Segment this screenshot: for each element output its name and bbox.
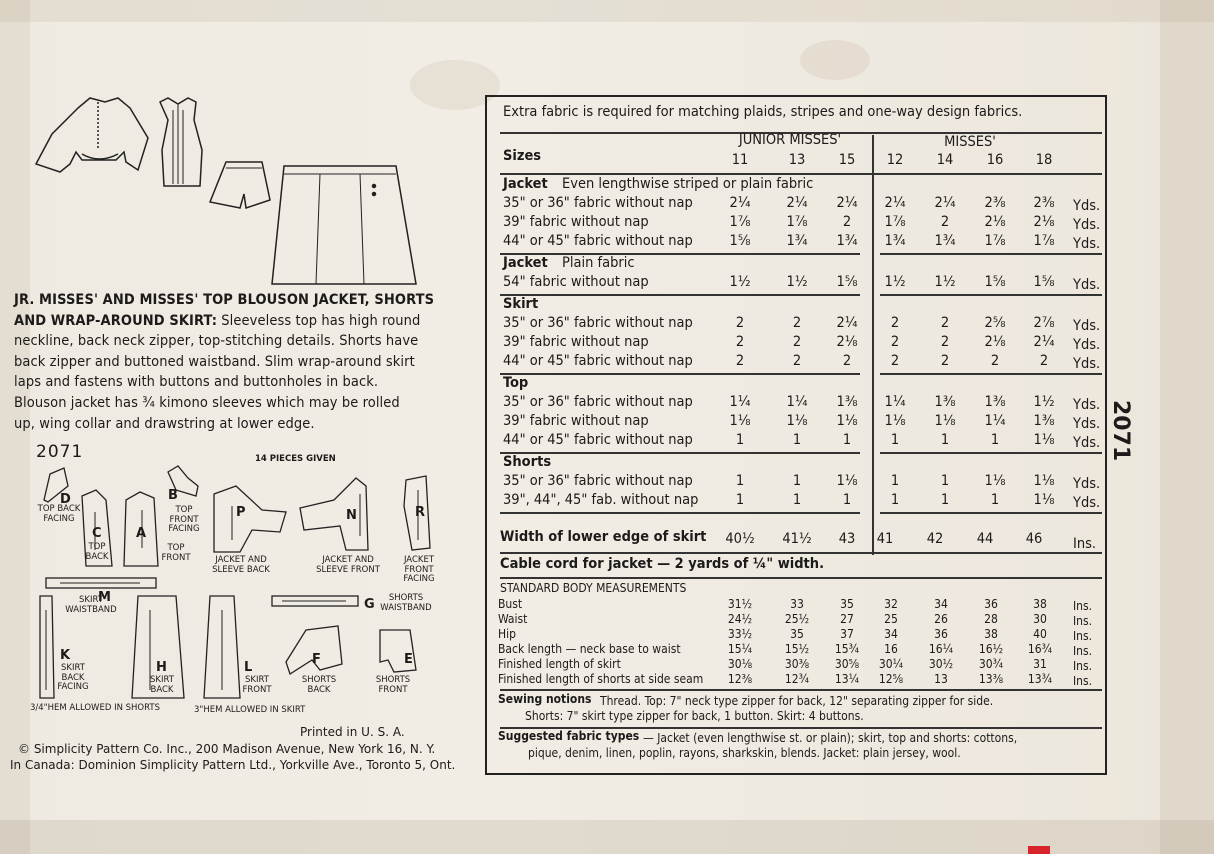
fabric-types-text: — Jacket (even lengthwise st. or plain); skirt, top and shorts: cottons, bbox=[643, 731, 1018, 745]
section-title: Jacket bbox=[503, 176, 548, 192]
measurement-value: 26 bbox=[934, 612, 948, 626]
yardage-value: 2¼ bbox=[836, 315, 858, 331]
yardage-value: 1⅜ bbox=[1033, 413, 1055, 429]
red-mark bbox=[1028, 846, 1050, 854]
piece-k-shape bbox=[40, 596, 54, 698]
unit-label: Yds. bbox=[1073, 435, 1101, 451]
measurement-value: 25½ bbox=[784, 612, 810, 626]
yardage-value: 2 bbox=[940, 334, 950, 350]
unit-label: Yds. bbox=[1073, 337, 1101, 353]
measurement-value: 12⅜ bbox=[727, 672, 753, 686]
yardage-value: 2 bbox=[890, 353, 900, 369]
size-header: 18 bbox=[1035, 152, 1053, 168]
piece-letter: A bbox=[136, 526, 147, 541]
yardage-value: 2 bbox=[1039, 353, 1049, 369]
measurement-value: 16¼ bbox=[928, 642, 954, 656]
sizes-label: Sizes bbox=[503, 148, 542, 164]
piece-letter: C bbox=[92, 526, 102, 541]
copyright-line: © Simplicity Pattern Co. Inc., 200 Madison Avenue, New York 16, N. Y. bbox=[18, 742, 436, 756]
yardage-value: 1 bbox=[940, 432, 950, 448]
yardage-value: 2⅜ bbox=[984, 195, 1006, 211]
unit-label: Yds. bbox=[1073, 198, 1101, 214]
piece-label: JACKET AND SLEEVE FRONT bbox=[316, 555, 380, 575]
description-line: laps and fastens with buttons and buttonholes in back. bbox=[14, 374, 379, 391]
yardage-value: 2 bbox=[890, 315, 900, 331]
piece-label: JACKET FRONT FACING bbox=[403, 555, 435, 584]
fabric-row-label: 35" or 36" fabric without nap bbox=[503, 394, 693, 410]
fabric-row-label: 35" or 36" fabric without nap bbox=[503, 315, 693, 331]
yardage-value: 1 bbox=[940, 492, 950, 508]
side-pattern-number: 2071 bbox=[1108, 400, 1133, 462]
yardage-value: 1⅞ bbox=[729, 214, 751, 230]
description-line: neckline, back neck zipper, top-stitching details. Shorts have bbox=[14, 333, 419, 350]
width-value: 41 bbox=[876, 531, 894, 547]
unit-label: Yds. bbox=[1073, 277, 1101, 293]
rule-line bbox=[880, 294, 1102, 296]
measurement-value: 30¾ bbox=[978, 657, 1004, 671]
piece-letter: B bbox=[168, 488, 178, 503]
yardage-value: 1⅛ bbox=[729, 413, 751, 429]
sewing-notions-text: Thread. Top: 7" neck type zipper for back, 12" separating zipper for side. bbox=[600, 694, 994, 708]
measurement-value: 13¾ bbox=[1027, 672, 1053, 686]
yardage-value: 1 bbox=[792, 432, 802, 448]
yardage-value: 2 bbox=[940, 353, 950, 369]
unit-label: Ins. bbox=[1073, 599, 1093, 613]
yardage-value: 2¼ bbox=[884, 195, 906, 211]
measurement-value: 30½ bbox=[928, 657, 954, 671]
yardage-value: 2⅛ bbox=[1033, 214, 1055, 230]
measurement-value: 15¼ bbox=[727, 642, 753, 656]
pieces-given: 14 PIECES GIVEN bbox=[255, 454, 336, 464]
yardage-value: 1⅛ bbox=[984, 473, 1006, 489]
measurement-value: 30⅛ bbox=[727, 657, 753, 671]
yardage-value: 1⅛ bbox=[836, 473, 858, 489]
yardage-value: 1 bbox=[890, 473, 900, 489]
size-header: 16 bbox=[986, 152, 1004, 168]
yardage-value: 2 bbox=[792, 315, 802, 331]
yardage-value: 2¼ bbox=[729, 195, 751, 211]
piece-letter: N bbox=[346, 508, 357, 523]
measurement-label: Finished length of skirt bbox=[498, 657, 621, 671]
measurement-value: 33 bbox=[790, 597, 804, 611]
yardage-value: 1 bbox=[842, 492, 852, 508]
piece-n-shape bbox=[300, 478, 368, 550]
yardage-value: 1⅜ bbox=[934, 394, 956, 410]
unit-label: Yds. bbox=[1073, 236, 1101, 252]
yardage-value: 2¼ bbox=[836, 195, 858, 211]
rule-line bbox=[880, 373, 1102, 375]
yardage-value: 1⅞ bbox=[884, 214, 906, 230]
size-header: 14 bbox=[936, 152, 954, 168]
measurement-value: 12⅝ bbox=[878, 672, 904, 686]
yardage-value: 2 bbox=[792, 334, 802, 350]
unit-label: Ins. bbox=[1073, 614, 1093, 628]
unit-label: Ins. bbox=[1073, 644, 1093, 658]
yardage-value: 2 bbox=[842, 214, 852, 230]
measurement-value: 31 bbox=[1033, 657, 1047, 671]
section-subtitle: Even lengthwise striped or plain fabric bbox=[562, 176, 814, 192]
measurement-value: 34 bbox=[884, 627, 898, 641]
yardage-value: 2¼ bbox=[786, 195, 808, 211]
yardage-value: 2⅛ bbox=[984, 334, 1006, 350]
width-value: 41½ bbox=[782, 531, 812, 547]
measurement-value: 27 bbox=[840, 612, 854, 626]
measurement-label: Hip bbox=[498, 627, 516, 641]
unit-label: Yds. bbox=[1073, 416, 1101, 432]
section-title: Shorts bbox=[503, 454, 552, 470]
yardage-value: 1½ bbox=[934, 274, 956, 290]
yardage-value: 1⅜ bbox=[836, 394, 858, 410]
piece-letter: D bbox=[60, 492, 71, 507]
size-header: 12 bbox=[886, 152, 904, 168]
description-line: back zipper and buttoned waistband. Slim wrap-around skirt bbox=[14, 353, 415, 370]
size-header: 15 bbox=[838, 152, 856, 168]
piece-label: SKIRT WAISTBAND bbox=[65, 595, 117, 615]
fabric-row-label: 44" or 45" fabric without nap bbox=[503, 432, 693, 448]
unit-label: Yds. bbox=[1073, 356, 1101, 372]
measurement-label: Bust bbox=[498, 597, 523, 611]
measurement-value: 30⅝ bbox=[834, 657, 860, 671]
piece-label: TOP BACK bbox=[85, 542, 109, 562]
fabric-types-title: Suggested fabric types bbox=[498, 729, 640, 743]
width-value: 46 bbox=[1025, 531, 1043, 547]
unit-label: Ins. bbox=[1073, 674, 1093, 688]
yardage-value: 1⅝ bbox=[729, 233, 751, 249]
measurement-value: 25 bbox=[884, 612, 898, 626]
rule-line bbox=[880, 452, 1102, 454]
yardage-value: 1½ bbox=[729, 274, 751, 290]
fabric-row-label: 44" or 45" fabric without nap bbox=[503, 353, 693, 369]
yardage-value: 1 bbox=[990, 492, 1000, 508]
yardage-value: 1 bbox=[735, 473, 745, 489]
piece-label: SKIRT BACK FACING bbox=[57, 663, 89, 692]
unit-label: Yds. bbox=[1073, 318, 1101, 334]
yardage-value: 1 bbox=[940, 473, 950, 489]
rule-line bbox=[500, 577, 1102, 579]
canada-line: In Canada: Dominion Simplicity Pattern Ltd., Yorkville Ave., Toronto 5, Ont. bbox=[10, 758, 456, 772]
yardage-value: 2 bbox=[792, 353, 802, 369]
section-title: Skirt bbox=[503, 296, 539, 312]
yardage-value: 1¼ bbox=[786, 394, 808, 410]
measurement-label: Finished length of shorts at side seam bbox=[498, 672, 704, 686]
width-row-label: Width of lower edge of skirt bbox=[500, 529, 707, 545]
piece-label: TOP FRONT bbox=[161, 543, 191, 563]
yardage-value: 2⅛ bbox=[836, 334, 858, 350]
yardage-value: 2 bbox=[735, 334, 745, 350]
piece-label: SKIRT BACK bbox=[150, 675, 174, 695]
measurement-value: 38 bbox=[984, 627, 998, 641]
junior-misses-header: JUNIOR MISSES' bbox=[738, 132, 842, 148]
fabric-row-label: 35" or 36" fabric without nap bbox=[503, 195, 693, 211]
printed-in-usa: Printed in U. S. A. bbox=[300, 725, 405, 739]
yardage-value: 1⅛ bbox=[934, 413, 956, 429]
unit-label: Yds. bbox=[1073, 217, 1101, 233]
yardage-value: 1¼ bbox=[984, 413, 1006, 429]
yardage-value: 1 bbox=[735, 432, 745, 448]
yardage-value: 1⅛ bbox=[1033, 492, 1055, 508]
yardage-value: 1⅞ bbox=[984, 233, 1006, 249]
unit-label: Yds. bbox=[1073, 495, 1101, 511]
measurement-value: 15¾ bbox=[834, 642, 860, 656]
rule-line bbox=[500, 173, 1102, 175]
piece-letter: G bbox=[364, 597, 375, 612]
unit-label: Ins. bbox=[1073, 629, 1093, 643]
description-heading: JR. MISSES' AND MISSES' TOP BLOUSON JACKET, SHORTS AND WRAP-AROUND SKIRT: bbox=[14, 292, 435, 329]
cable-cord-note: Cable cord for jacket — 2 yards of ¼" width. bbox=[500, 556, 825, 572]
measurement-value: 32 bbox=[884, 597, 898, 611]
fabric-row-label: 39" fabric without nap bbox=[503, 214, 649, 230]
measurement-value: 34 bbox=[934, 597, 948, 611]
measurement-value: 33½ bbox=[727, 627, 753, 641]
width-value: 40½ bbox=[725, 531, 755, 547]
yardage-value: 1⅝ bbox=[984, 274, 1006, 290]
yardage-value: 1 bbox=[990, 432, 1000, 448]
width-value: 42 bbox=[926, 531, 944, 547]
rule-line bbox=[880, 253, 1102, 255]
yardage-value: 1¼ bbox=[729, 394, 751, 410]
yardage-value: 1¾ bbox=[836, 233, 858, 249]
fabric-row-label: 35" or 36" fabric without nap bbox=[503, 473, 693, 489]
description-line: up, wing collar and drawstring at lower edge. bbox=[14, 415, 315, 432]
measurement-value: 37 bbox=[840, 627, 854, 641]
yardage-value: 1⅛ bbox=[786, 413, 808, 429]
rule-line bbox=[500, 452, 860, 454]
fabric-row-label: 39", 44", 45" fab. without nap bbox=[503, 492, 699, 508]
rule-line bbox=[500, 294, 860, 296]
piece-label: TOP FRONT FACING bbox=[168, 505, 200, 534]
piece-label: SHORTS FRONT bbox=[375, 675, 411, 695]
section-subtitle: Plain fabric bbox=[562, 255, 635, 271]
section-title: Jacket bbox=[503, 255, 548, 271]
yardage-value: 2 bbox=[940, 315, 950, 331]
measurement-value: 35 bbox=[790, 627, 804, 641]
yardage-value: 1¼ bbox=[884, 394, 906, 410]
measurement-value: 35 bbox=[840, 597, 854, 611]
measurement-value: 28 bbox=[984, 612, 998, 626]
yardage-value: 2 bbox=[735, 315, 745, 331]
piece-letter: F bbox=[312, 652, 321, 667]
misses-header: MISSES' bbox=[944, 134, 996, 150]
measurement-value: 16½ bbox=[978, 642, 1004, 656]
yardage-value: 1⅞ bbox=[786, 214, 808, 230]
yardage-value: 1¾ bbox=[934, 233, 956, 249]
piece-letter: E bbox=[404, 652, 413, 667]
extra-fabric-note: Extra fabric is required for matching plaids, stripes and one-way design fabrics. bbox=[503, 104, 1023, 120]
piece-letter: H bbox=[156, 660, 167, 675]
hem-note-shorts: 3/4"HEM ALLOWED IN SHORTS bbox=[30, 703, 161, 713]
rule-line bbox=[880, 512, 1102, 514]
yardage-value: 1 bbox=[890, 432, 900, 448]
yardage-value: 2 bbox=[940, 214, 950, 230]
measurement-label: Back length — neck base to waist bbox=[498, 642, 681, 656]
rule-line bbox=[500, 552, 1102, 554]
unit-label: Yds. bbox=[1073, 397, 1101, 413]
column-divider bbox=[872, 135, 874, 555]
yardage-value: 2⅛ bbox=[984, 214, 1006, 230]
body-measurements-title: STANDARD BODY MEASUREMENTS bbox=[500, 581, 687, 595]
unit-label: Ins. bbox=[1073, 536, 1097, 552]
piece-label: SHORTS BACK bbox=[301, 675, 337, 695]
section-title: Top bbox=[503, 375, 529, 391]
piece-letter: R bbox=[415, 505, 426, 520]
measurement-value: 36 bbox=[984, 597, 998, 611]
measurement-value: 30 bbox=[1033, 612, 1047, 626]
rule-line bbox=[500, 253, 860, 255]
yardage-value: 2 bbox=[990, 353, 1000, 369]
measurement-value: 30¼ bbox=[878, 657, 904, 671]
yardage-value: 1⅞ bbox=[1033, 233, 1055, 249]
width-value: 43 bbox=[838, 531, 856, 547]
paper-stain bbox=[800, 40, 870, 80]
fabric-types-text: pique, denim, linen, poplin, rayons, sharkskin, blends. Jacket: plain jersey, wool. bbox=[528, 746, 961, 760]
yardage-value: 1½ bbox=[884, 274, 906, 290]
yardage-value: 2 bbox=[842, 353, 852, 369]
yardage-value: 1⅝ bbox=[1033, 274, 1055, 290]
yardage-value: 1 bbox=[792, 492, 802, 508]
fabric-row-label: 44" or 45" fabric without nap bbox=[503, 233, 693, 249]
yardage-value: 1 bbox=[890, 492, 900, 508]
yardage-value: 1⅛ bbox=[1033, 473, 1055, 489]
yardage-value: 2 bbox=[890, 334, 900, 350]
yardage-value: 1 bbox=[842, 432, 852, 448]
yardage-value: 1 bbox=[735, 492, 745, 508]
fabric-row-label: 39" fabric without nap bbox=[503, 413, 649, 429]
yardage-value: 1 bbox=[792, 473, 802, 489]
piece-letter: L bbox=[244, 660, 253, 675]
yardage-value: 2⅜ bbox=[1033, 195, 1055, 211]
piece-label: TOP BACK FACING bbox=[37, 504, 81, 524]
yardage-value: 1½ bbox=[786, 274, 808, 290]
rule-line bbox=[500, 373, 860, 375]
hem-note-skirt: 3"HEM ALLOWED IN SKIRT bbox=[194, 705, 306, 715]
measurement-value: 31½ bbox=[727, 597, 753, 611]
measurement-value: 13⅜ bbox=[978, 672, 1004, 686]
pattern-pieces-diagram bbox=[0, 0, 460, 730]
yardage-value: 2⅞ bbox=[1033, 315, 1055, 331]
right-edge-wear bbox=[1160, 0, 1214, 854]
yardage-value: 1⅝ bbox=[836, 274, 858, 290]
rule-line bbox=[500, 689, 1102, 691]
yardage-value: 2¼ bbox=[1033, 334, 1055, 350]
fabric-row-label: 54" fabric without nap bbox=[503, 274, 649, 290]
measurement-value: 15½ bbox=[784, 642, 810, 656]
measurement-value: 40 bbox=[1033, 627, 1047, 641]
piece-label: JACKET AND SLEEVE BACK bbox=[212, 555, 270, 575]
yardage-value: 1¾ bbox=[884, 233, 906, 249]
measurement-value: 36 bbox=[934, 627, 948, 641]
unit-label: Ins. bbox=[1073, 659, 1093, 673]
measurement-value: 24½ bbox=[727, 612, 753, 626]
measurement-value: 16¾ bbox=[1027, 642, 1053, 656]
measurement-value: 13¼ bbox=[834, 672, 860, 686]
piece-letter: K bbox=[60, 648, 71, 663]
measurement-label: Waist bbox=[498, 612, 528, 626]
yardage-value: 1⅜ bbox=[984, 394, 1006, 410]
width-value: 44 bbox=[976, 531, 994, 547]
fabric-row-label: 39" fabric without nap bbox=[503, 334, 649, 350]
yardage-value: 2 bbox=[735, 353, 745, 369]
yardage-value: 2¼ bbox=[934, 195, 956, 211]
yardage-value: 1⅛ bbox=[884, 413, 906, 429]
piece-label: SHORTS WAISTBAND bbox=[380, 593, 432, 613]
measurement-value: 13 bbox=[934, 672, 948, 686]
description-line: Sleeveless top has high round bbox=[221, 312, 421, 329]
measurement-value: 30⅜ bbox=[784, 657, 810, 671]
yardage-value: 2⅝ bbox=[984, 315, 1006, 331]
piece-label: SKIRT FRONT bbox=[242, 675, 272, 695]
pattern-number: 2071 bbox=[36, 442, 84, 462]
piece-letter: M bbox=[98, 590, 111, 605]
yardage-value: 1¾ bbox=[786, 233, 808, 249]
yardage-value: 1⅛ bbox=[1033, 432, 1055, 448]
size-header: 13 bbox=[788, 152, 806, 168]
rule-line bbox=[500, 512, 860, 514]
piece-letter: P bbox=[236, 505, 246, 520]
yardage-value: 1⅛ bbox=[836, 413, 858, 429]
measurement-value: 16 bbox=[884, 642, 898, 656]
yardage-value: 1½ bbox=[1033, 394, 1055, 410]
sewing-notions-text: Shorts: 7" skirt type zipper for back, 1 button. Skirt: 4 buttons. bbox=[525, 709, 864, 723]
sewing-notions-title: Sewing notions bbox=[498, 692, 592, 706]
unit-label: Yds. bbox=[1073, 476, 1101, 492]
piece-p-shape bbox=[214, 486, 286, 552]
size-header: 11 bbox=[731, 152, 749, 168]
measurement-value: 38 bbox=[1033, 597, 1047, 611]
description-line: Blouson jacket has ¾ kimono sleeves which may be rolled bbox=[14, 394, 400, 411]
measurement-value: 12¾ bbox=[784, 672, 810, 686]
